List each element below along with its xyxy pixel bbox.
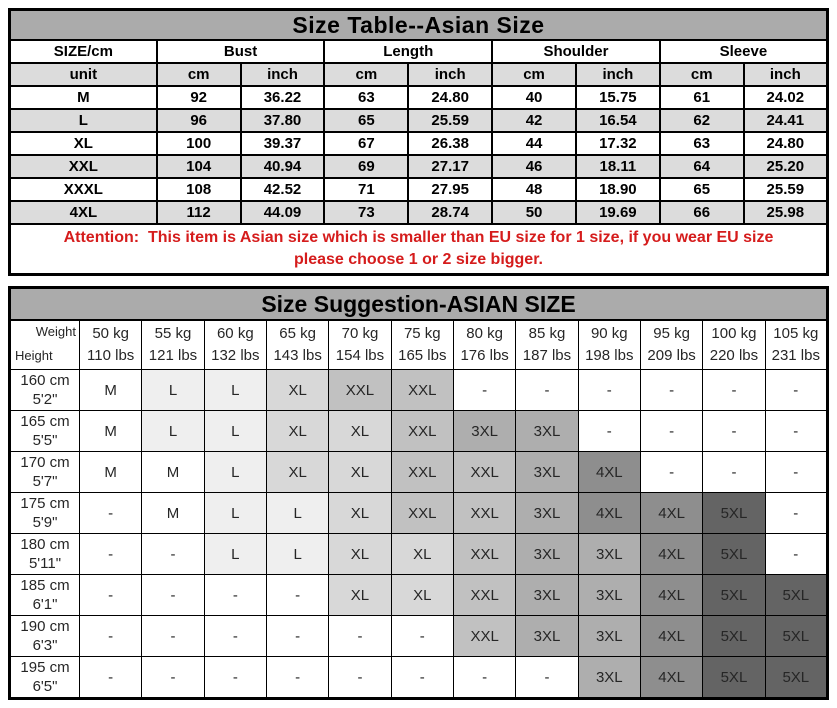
suggestion-size-cell: -	[640, 452, 702, 493]
suggestion-size-cell: XL	[329, 493, 391, 534]
measurement-cell: 18.90	[576, 178, 660, 201]
suggestion-row	[10, 575, 828, 616]
size-table-row	[10, 155, 828, 178]
suggestion-size-cell: 4XL	[640, 616, 702, 657]
suggestion-size-cell: -	[80, 616, 142, 657]
unit-sub-header: cm	[324, 63, 408, 86]
measurement-cell: 64	[660, 155, 744, 178]
suggestion-size-cell: XL	[329, 452, 391, 493]
height-row-label	[10, 370, 80, 411]
suggestion-title-row	[10, 288, 828, 321]
measure-group-header: Sleeve	[660, 40, 828, 63]
suggestion-size-cell: -	[578, 370, 640, 411]
weight-header-cell	[703, 320, 765, 370]
size-row-label: M	[10, 86, 157, 109]
measurement-cell: 28.74	[408, 201, 492, 224]
suggestion-size-cell: M	[142, 452, 204, 493]
suggestion-size-cell: -	[204, 657, 266, 699]
size-table-title: Size Table--Asian Size	[10, 10, 828, 41]
suggestion-size-cell: -	[80, 534, 142, 575]
suggestion-size-cell: -	[391, 657, 453, 699]
suggestion-row	[10, 370, 828, 411]
unit-sub-header: cm	[157, 63, 241, 86]
weight-lbs-label: 132 lbs	[211, 347, 260, 364]
suggestion-size-cell: 4XL	[640, 575, 702, 616]
size-table-row	[10, 201, 828, 224]
height-cm-label: 165 cm	[20, 412, 70, 430]
suggestion-size-cell: -	[80, 575, 142, 616]
height-cm-label: 170 cm	[20, 453, 70, 471]
height-ft-label: 6'1"	[32, 596, 58, 613]
suggestion-size-cell: 3XL	[578, 657, 640, 699]
suggestion-size-cell: 5XL	[765, 616, 827, 657]
height-row-label	[10, 534, 80, 575]
suggestion-size-cell: L	[204, 493, 266, 534]
size-table-row	[10, 132, 828, 155]
weight-lbs-label: 209 lbs	[647, 347, 696, 364]
measurement-cell: 18.11	[576, 155, 660, 178]
corner-weight-label: Weight	[35, 324, 76, 339]
weight-kg-label: 70 kg	[341, 325, 379, 343]
attention-row	[10, 224, 828, 275]
measurement-cell: 25.20	[744, 155, 828, 178]
measure-group-header: Shoulder	[492, 40, 660, 63]
suggestion-size-cell: -	[204, 575, 266, 616]
suggestion-size-cell: 3XL	[578, 534, 640, 575]
measurement-cell: 69	[324, 155, 408, 178]
suggestion-size-cell: 5XL	[765, 657, 827, 699]
suggestion-size-cell: -	[703, 452, 765, 493]
suggestion-size-cell: -	[142, 575, 204, 616]
size-row-label: 4XL	[10, 201, 157, 224]
measurement-cell: 15.75	[576, 86, 660, 109]
suggestion-size-cell: -	[329, 657, 391, 699]
height-row-label	[10, 452, 80, 493]
suggestion-size-cell: 4XL	[578, 493, 640, 534]
size-row-label: XXXL	[10, 178, 157, 201]
measurement-cell: 27.95	[408, 178, 492, 201]
suggestion-size-cell: XL	[391, 575, 453, 616]
size-row-label: L	[10, 109, 157, 132]
suggestion-size-cell: -	[640, 370, 702, 411]
table-divider-gap	[8, 276, 829, 286]
suggestion-table-title: Size Suggestion-ASIAN SIZE	[10, 288, 828, 321]
measurement-cell: 26.38	[408, 132, 492, 155]
weight-kg-label: 60 kg	[216, 325, 254, 343]
attention-note: Attention: This item is Asian size which is smaller than EU size for 1 size, if you wear EU size please choose 1 or 2 size bigger.	[10, 224, 828, 275]
weight-kg-label: 50 kg	[92, 325, 130, 343]
suggestion-size-cell: XXL	[453, 534, 515, 575]
measurement-cell: 104	[157, 155, 241, 178]
weight-kg-label: 100 kg	[711, 325, 757, 343]
measurement-cell: 42	[492, 109, 576, 132]
suggestion-size-cell: M	[142, 493, 204, 534]
suggestion-size-cell: L	[266, 493, 328, 534]
suggestion-size-cell: -	[765, 370, 827, 411]
suggestion-size-cell: L	[204, 452, 266, 493]
weight-lbs-label: 154 lbs	[335, 347, 385, 364]
height-cm-label: 160 cm	[20, 371, 70, 389]
unit-sub-header: inch	[744, 63, 828, 86]
suggestion-size-cell: -	[765, 411, 827, 452]
size-table-unit-row	[10, 63, 828, 86]
unit-header: unit	[10, 63, 157, 86]
height-ft-label: 5'11"	[28, 555, 62, 572]
measurement-cell: 65	[324, 109, 408, 132]
suggestion-row	[10, 616, 828, 657]
suggestion-row	[10, 534, 828, 575]
measurement-cell: 16.54	[576, 109, 660, 132]
suggestion-size-cell: 3XL	[453, 411, 515, 452]
measurement-cell: 46	[492, 155, 576, 178]
measurement-cell: 19.69	[576, 201, 660, 224]
weight-header-cell	[204, 320, 266, 370]
suggestion-size-cell: XL	[391, 534, 453, 575]
measurement-cell: 63	[324, 86, 408, 109]
height-ft-label: 5'9"	[32, 514, 58, 531]
size-table-row	[10, 86, 828, 109]
weight-header-cell	[516, 320, 578, 370]
measurement-cell: 48	[492, 178, 576, 201]
weight-kg-label: 95 kg	[653, 325, 690, 343]
weight-header-cell	[453, 320, 515, 370]
size-row-label: XL	[10, 132, 157, 155]
height-cm-label: 175 cm	[20, 494, 70, 512]
suggestion-size-cell: 5XL	[703, 616, 765, 657]
measurement-cell: 44.09	[241, 201, 325, 224]
suggestion-size-cell: -	[391, 616, 453, 657]
measurement-cell: 65	[660, 178, 744, 201]
height-ft-label: 5'7"	[32, 473, 58, 490]
weight-lbs-label: 176 lbs	[460, 347, 509, 364]
weight-lbs-label: 110 lbs	[87, 347, 135, 364]
suggestion-size-cell: -	[578, 411, 640, 452]
suggestion-size-cell: -	[703, 370, 765, 411]
suggestion-size-cell: -	[266, 657, 328, 699]
suggestion-size-cell: XL	[329, 411, 391, 452]
suggestion-size-cell: 4XL	[578, 452, 640, 493]
suggestion-size-cell: -	[204, 616, 266, 657]
suggestion-size-cell: XXL	[391, 452, 453, 493]
weight-kg-label: 105 kg	[773, 325, 819, 343]
height-ft-label: 6'5"	[32, 678, 58, 695]
measurement-cell: 44	[492, 132, 576, 155]
suggestion-row	[10, 411, 828, 452]
measurement-cell: 25.98	[744, 201, 828, 224]
weight-header-cell	[266, 320, 328, 370]
measurement-cell: 112	[157, 201, 241, 224]
measurement-cell: 67	[324, 132, 408, 155]
height-row-label	[10, 657, 80, 699]
size-table	[8, 8, 829, 276]
suggestion-size-cell: 3XL	[516, 452, 578, 493]
suggestion-size-cell: L	[266, 534, 328, 575]
measurement-cell: 100	[157, 132, 241, 155]
weight-header-cell	[578, 320, 640, 370]
measurement-cell: 42.52	[241, 178, 325, 201]
suggestion-size-cell: -	[80, 657, 142, 699]
suggestion-size-cell: XXL	[453, 616, 515, 657]
weight-lbs-label: 187 lbs	[522, 347, 572, 364]
suggestion-size-cell: -	[329, 616, 391, 657]
suggestion-size-cell: XL	[266, 452, 328, 493]
corner-height-label: Height	[15, 348, 53, 364]
height-cm-label: 190 cm	[20, 617, 70, 635]
measurement-cell: 108	[157, 178, 241, 201]
suggestion-size-cell: 5XL	[703, 657, 765, 699]
size-table-group-header-row	[10, 40, 828, 63]
measurement-cell: 66	[660, 201, 744, 224]
suggestion-size-cell: 3XL	[516, 411, 578, 452]
suggestion-size-cell: XL	[266, 370, 328, 411]
height-ft-label: 5'5"	[32, 432, 58, 449]
measurement-cell: 40	[492, 86, 576, 109]
height-ft-label: 6'3"	[32, 637, 58, 654]
suggestion-size-cell: L	[204, 370, 266, 411]
weight-lbs-label: 143 lbs	[273, 347, 322, 364]
suggestion-size-cell: XL	[329, 534, 391, 575]
measurement-cell: 24.80	[408, 86, 492, 109]
suggestion-size-cell: -	[80, 493, 142, 534]
measure-group-header: Bust	[157, 40, 325, 63]
suggestion-row	[10, 657, 828, 699]
suggestion-size-cell: XXL	[453, 575, 515, 616]
suggestion-size-cell: -	[142, 657, 204, 699]
suggestion-size-cell: XXL	[391, 411, 453, 452]
weight-header-cell	[391, 320, 453, 370]
unit-sub-header: cm	[660, 63, 744, 86]
measurement-cell: 71	[324, 178, 408, 201]
suggestion-size-cell: 3XL	[578, 575, 640, 616]
suggestion-size-cell: -	[516, 370, 578, 411]
weight-header-cell	[80, 320, 142, 370]
suggestion-row	[10, 493, 828, 534]
suggestion-size-cell: 5XL	[765, 575, 827, 616]
unit-sub-header: inch	[241, 63, 325, 86]
size-suggestion-table	[8, 286, 829, 700]
height-row-label	[10, 493, 80, 534]
suggestion-size-cell: -	[640, 411, 702, 452]
height-row-label	[10, 616, 80, 657]
weight-lbs-label: 220 lbs	[709, 347, 759, 364]
suggestion-size-cell: L	[142, 411, 204, 452]
weight-lbs-label: 165 lbs	[398, 347, 447, 364]
unit-sub-header: inch	[408, 63, 492, 86]
suggestion-size-cell: XXL	[329, 370, 391, 411]
suggestion-size-cell: 5XL	[703, 493, 765, 534]
suggestion-size-cell: -	[142, 534, 204, 575]
suggestion-size-cell: L	[204, 534, 266, 575]
height-row-label	[10, 411, 80, 452]
suggestion-size-cell: 4XL	[640, 534, 702, 575]
suggestion-size-cell: M	[80, 370, 142, 411]
suggestion-size-cell: 5XL	[703, 534, 765, 575]
weight-lbs-label: 121 lbs	[148, 347, 198, 364]
size-row-label: XXL	[10, 155, 157, 178]
suggestion-size-cell: 4XL	[640, 493, 702, 534]
weight-lbs-label: 231 lbs	[771, 347, 820, 364]
suggestion-size-cell: M	[80, 411, 142, 452]
measurement-cell: 25.59	[408, 109, 492, 132]
measurement-cell: 62	[660, 109, 744, 132]
suggestion-size-cell: -	[516, 657, 578, 699]
suggestion-size-cell: L	[204, 411, 266, 452]
measurement-cell: 40.94	[241, 155, 325, 178]
suggestion-size-cell: -	[266, 575, 328, 616]
suggestion-size-cell: XXL	[391, 493, 453, 534]
suggestion-size-cell: 3XL	[516, 534, 578, 575]
measurement-cell: 50	[492, 201, 576, 224]
measurement-cell: 37.80	[241, 109, 325, 132]
weight-kg-label: 80 kg	[466, 325, 503, 343]
measure-group-header: Length	[324, 40, 492, 63]
height-row-label	[10, 575, 80, 616]
suggestion-size-cell: -	[142, 616, 204, 657]
weight-kg-label: 75 kg	[403, 325, 441, 343]
weight-kg-label: 90 kg	[590, 325, 628, 343]
weight-header-cell	[765, 320, 827, 370]
measurement-cell: 24.80	[744, 132, 828, 155]
suggestion-size-cell: XL	[329, 575, 391, 616]
measurement-cell: 17.32	[576, 132, 660, 155]
unit-sub-header: inch	[576, 63, 660, 86]
unit-sub-header: cm	[492, 63, 576, 86]
measurement-cell: 39.37	[241, 132, 325, 155]
suggestion-size-cell: 3XL	[516, 616, 578, 657]
height-weight-corner-cell	[10, 320, 80, 370]
suggestion-size-cell: -	[765, 534, 827, 575]
suggestion-size-cell: -	[703, 411, 765, 452]
suggestion-size-cell: M	[80, 452, 142, 493]
suggestion-size-cell: -	[453, 370, 515, 411]
measurement-cell: 24.02	[744, 86, 828, 109]
suggestion-size-cell: 5XL	[703, 575, 765, 616]
suggestion-size-cell: -	[765, 452, 827, 493]
suggestion-size-cell: 3XL	[516, 575, 578, 616]
suggestion-size-cell: 3XL	[578, 616, 640, 657]
suggestion-size-cell: XL	[266, 411, 328, 452]
suggestion-size-cell: 4XL	[640, 657, 702, 699]
suggestion-size-cell: -	[266, 616, 328, 657]
suggestion-size-cell: -	[765, 493, 827, 534]
weight-lbs-label: 198 lbs	[585, 347, 634, 364]
size-table-title-row	[10, 10, 828, 41]
size-table-row	[10, 178, 828, 201]
measurement-cell: 25.59	[744, 178, 828, 201]
suggestion-size-cell: XXL	[453, 493, 515, 534]
height-cm-label: 185 cm	[20, 576, 70, 594]
measurement-cell: 73	[324, 201, 408, 224]
weight-kg-label: 65 kg	[279, 325, 316, 343]
suggestion-size-cell: -	[453, 657, 515, 699]
measurement-cell: 61	[660, 86, 744, 109]
measurement-cell: 27.17	[408, 155, 492, 178]
height-cm-label: 195 cm	[20, 658, 70, 676]
measurement-cell: 63	[660, 132, 744, 155]
suggestion-size-cell: XXL	[453, 452, 515, 493]
height-cm-label: 180 cm	[20, 535, 70, 553]
weight-header-cell	[329, 320, 391, 370]
suggestion-size-cell: 3XL	[516, 493, 578, 534]
size-table-row	[10, 109, 828, 132]
suggestion-row	[10, 452, 828, 493]
height-ft-label: 5'2"	[32, 391, 58, 408]
weight-header-cell	[640, 320, 702, 370]
weight-header-cell	[142, 320, 204, 370]
measurement-cell: 24.41	[744, 109, 828, 132]
weight-kg-label: 55 kg	[154, 325, 192, 343]
measurement-cell: 36.22	[241, 86, 325, 109]
suggestion-size-cell: XXL	[391, 370, 453, 411]
suggestion-size-cell: L	[142, 370, 204, 411]
measurement-cell: 96	[157, 109, 241, 132]
measurement-cell: 92	[157, 86, 241, 109]
weight-kg-label: 85 kg	[528, 325, 566, 343]
size-cm-corner-header: SIZE/cm	[10, 40, 157, 63]
weight-header-row	[10, 320, 828, 370]
